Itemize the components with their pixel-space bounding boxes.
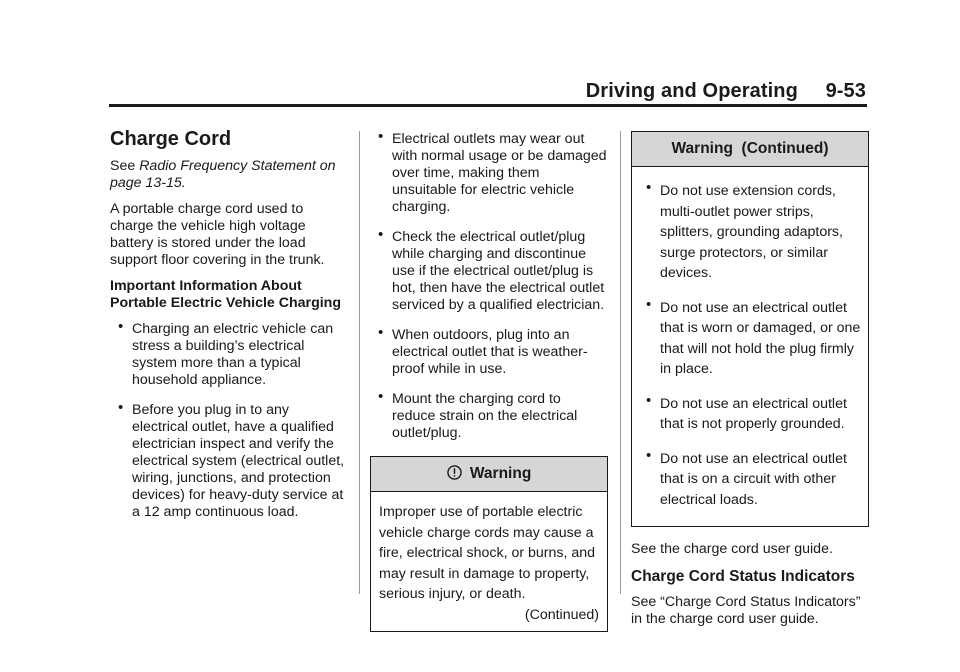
warning-body bbox=[371, 492, 607, 631]
column-1 bbox=[110, 128, 348, 534]
warning-box bbox=[370, 456, 608, 632]
see-prefix: See bbox=[110, 158, 140, 174]
column-3 bbox=[631, 131, 869, 637]
status-paragraph: See “Charge Cord Status Indicators” in the charge cord user guide. bbox=[631, 594, 861, 627]
continued-label: (Continued) bbox=[524, 606, 599, 623]
subheading: Important Information About Portable Electric Vehicle Charging bbox=[110, 278, 342, 311]
warning-header bbox=[371, 457, 607, 492]
column-divider bbox=[359, 131, 360, 594]
list-item: • Do not use an electrical outlet that is on a circuit with other electrical loads. bbox=[638, 449, 862, 511]
bullet-list bbox=[370, 131, 608, 442]
list-item: • Electrical outlets may wear out with normal usage or be damaged over time, making them unsuitable for electric vehicle charging. bbox=[370, 131, 608, 216]
list-item: • Before you plug in to any electrical outlet, have a qualified electrician inspect and verify the electrical system (electrical outlet, wiring, junctions, and protection devices) for heavy-duty service at a 12 amp continuous load. bbox=[110, 402, 348, 521]
list-item: • Check the electrical outlet/plug while charging and discontinue use if the electrical outlet/plug is hot, then have the electrical outlet serviced by a qualified electrician. bbox=[370, 229, 608, 314]
subsection-heading: Charge Cord Status Indicators bbox=[631, 568, 855, 585]
column-divider bbox=[620, 131, 621, 594]
list-item: • Mount the charging cord to reduce strain on the electrical outlet/plug. bbox=[370, 391, 608, 442]
warning-bullet-list bbox=[638, 181, 862, 510]
header-rule bbox=[109, 104, 867, 107]
cross-reference-link[interactable]: Radio Frequency Statement on page 13-15. bbox=[110, 158, 336, 191]
cross-reference bbox=[110, 158, 348, 192]
user-guide-note: See the charge cord user guide. bbox=[631, 541, 833, 557]
warning-header: Warning (Continued) bbox=[632, 132, 868, 167]
warning-body bbox=[632, 167, 868, 526]
warning-box-continued bbox=[631, 131, 869, 527]
section-heading: Charge Cord bbox=[110, 128, 232, 150]
page-number: 9-53 bbox=[825, 80, 866, 102]
list-item: • Charging an electric vehicle can stress a building’s electrical system more than a typical household appliance. bbox=[110, 321, 348, 389]
list-item: • Do not use an electrical outlet that is worn or damaged, or one that will not hold the plug firmly in place. bbox=[638, 298, 862, 380]
warning-icon bbox=[447, 465, 466, 482]
running-header bbox=[586, 80, 866, 103]
bullet-list bbox=[110, 321, 348, 521]
intro-paragraph: A portable charge cord used to charge the vehicle high voltage battery is stored under the load support floor covering in the trunk. bbox=[110, 201, 325, 268]
list-item: • When outdoors, plug into an electrical outlet that is weather-proof while in use. bbox=[370, 327, 608, 378]
warning-text: Improper use of portable electric vehicle charge cords may cause a fire, electrical shock, or burns, and may result in damage to property, serious injury, or death. bbox=[379, 504, 596, 602]
column-2 bbox=[370, 131, 608, 632]
section-title: Driving and Operating bbox=[585, 80, 798, 102]
list-item: • Do not use extension cords, multi-outlet power strips, splitters, grounding adaptors, surge protectors, or similar devices. bbox=[638, 181, 862, 284]
warning-title: Warning bbox=[469, 465, 532, 482]
list-item: • Do not use an electrical outlet that is not properly grounded. bbox=[638, 394, 862, 435]
